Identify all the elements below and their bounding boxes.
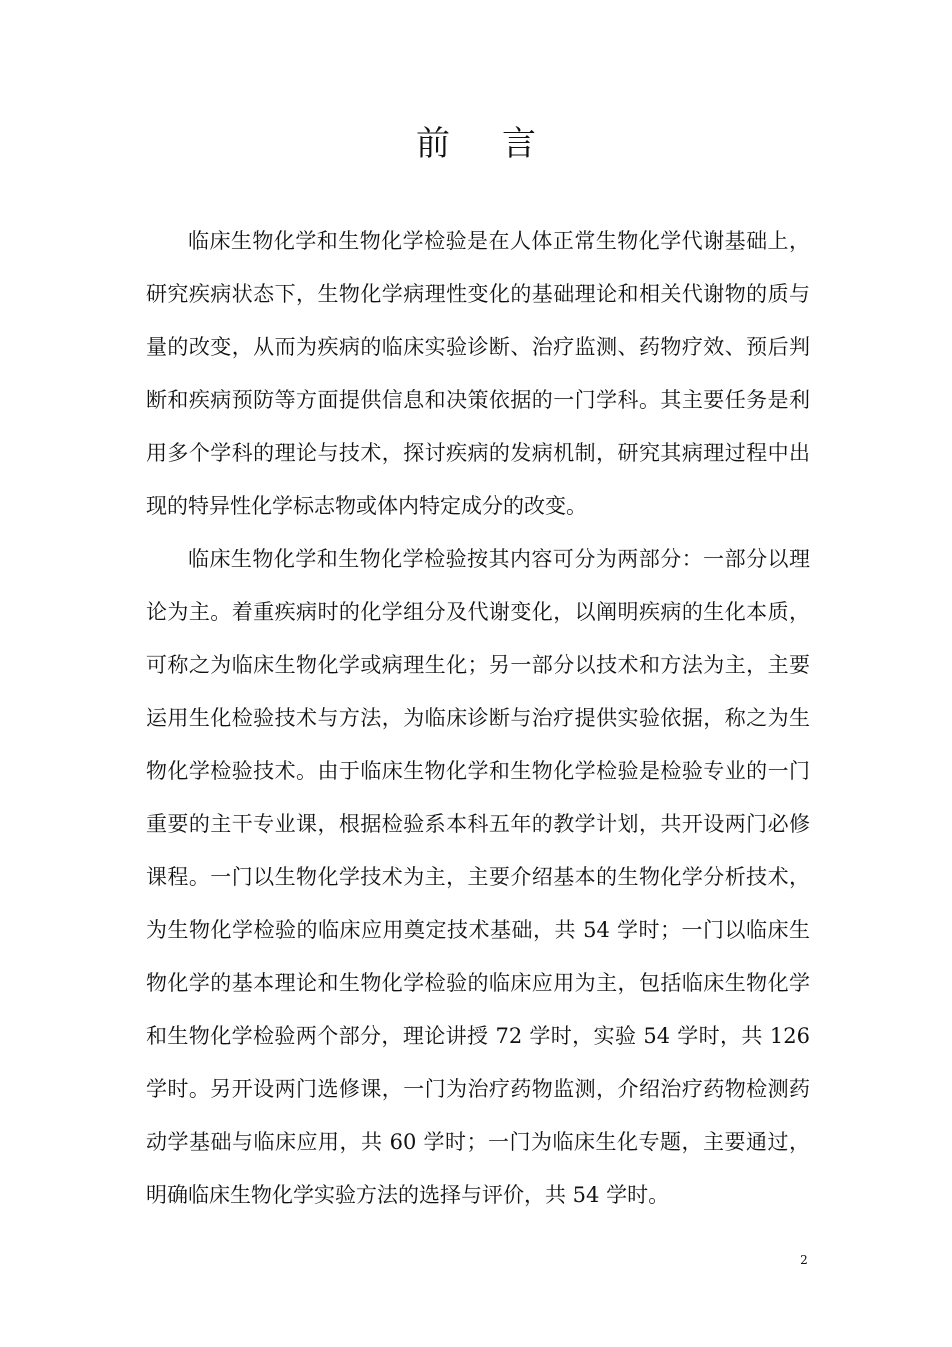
preface-body — [146, 215, 810, 1222]
paragraph-2: 临床生物化学和生物化学检验按其内容可分为两部分：一部分以理论为主。着重疾病时的化学组分及代谢变化，以阐明疾病的生化本质，可称之为临床生物化学或病理生化；另一部分以技术和方法为主，主要运用生化检验技术与方法，为临床诊断与治疗提供实验依据，称之为生物化学检验技术。由于临床生物化学和生物化学检验是检验专业的一门重要的主干专业课，根据检验系本科五年的教学计划，共开设两门必修课程。一门以生物化学技术为主，主要介绍基本的生物化学分析技术，为生物化学检验的临床应用奠定技术基础，共 54 学时；一门以临床生物化学的基本理论和生物化学检验的临床应用为主，包括临床生物化学和生物化学检验两个部分，理论讲授 72 学时，实验 54 学时，共 126 学时。另开设两门选修课，一门为治疗药物监测，介绍治疗药物检测药动学基础与临床应用，共 60 学时；一门为临床生化专题，主要通过，明确临床生物化学实验方法的选择与评价，共 54 学时。 — [146, 547, 810, 1207]
title-char-2: 言 — [502, 124, 536, 164]
page-number: 2 — [800, 1253, 808, 1267]
title-char-1: 前 — [416, 124, 450, 164]
paragraph-1: 临床生物化学和生物化学检验是在人体正常生物化学代谢基础上，研究疾病状态下，生物化学病理性变化的基础理论和相关代谢物的质与量的改变，从而为疾病的临床实验诊断、治疗监测、药物疗效、预后判断和疾病预防等方面提供信息和决策依据的一门学科。其主要任务是利用多个学科的理论与技术，探讨疾病的发病机制，研究其病理过程中出现的特异性化学标志物或体内特定成分的改变。 — [146, 229, 810, 518]
page-title — [0, 118, 952, 170]
